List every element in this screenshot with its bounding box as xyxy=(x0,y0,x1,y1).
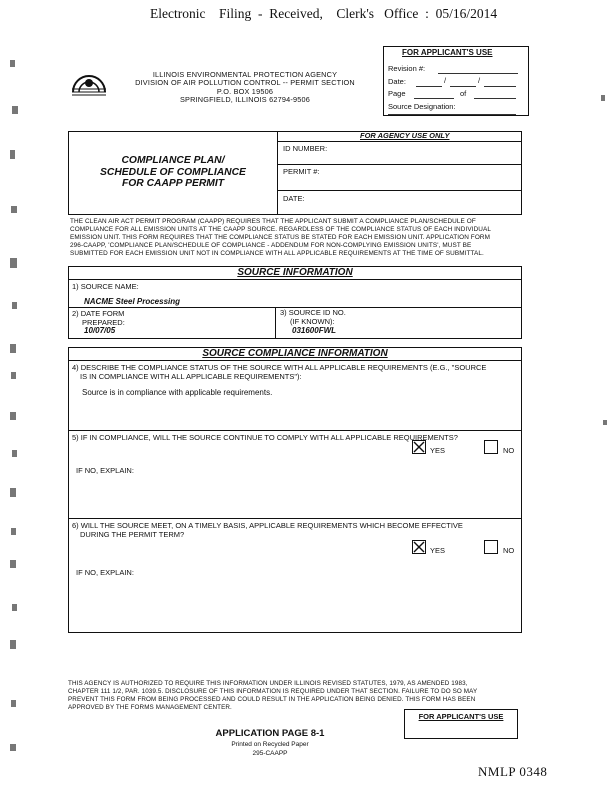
filing-stamp: Electronic Filing - Received, Clerk's Office : 05/16/2014 xyxy=(150,6,498,21)
date-prepared-label xyxy=(72,309,125,327)
intro-line-4: 296-CAAPP, 'COMPLIANCE PLAN/SCHEDULE OF COMPLIANCE - ADDENDUM FOR NON-COMPLYING EMISSION UNITS', MUST BE xyxy=(70,242,472,249)
question-6 xyxy=(72,521,518,539)
page-label: Page xyxy=(388,89,406,98)
source-designation-field[interactable] xyxy=(388,114,516,115)
source-id-label-1: 3) SOURCE ID NO. xyxy=(280,308,346,317)
epa-logo-icon xyxy=(70,70,108,96)
agency-use-rule xyxy=(278,190,521,191)
date-prepared-label-2: PREPARED: xyxy=(82,318,125,327)
q6-yes-label: YES xyxy=(430,546,446,555)
source-id-label-2: (IF KNOWN): xyxy=(290,317,335,326)
intro-line-1: THE CLEAN AIR ACT PERMIT PROGRAM (CAAPP) REQUIRES THAT THE APPLICANT SUBMIT A COMPLIANCE PLAN/SCHEDULE OF xyxy=(70,218,476,225)
intro-line-5: SUBMITTED FOR EACH EMISSION UNIT NOT IN COMPLIANCE WITH ALL APPLICABLE REQUIREMENTS AT THE TIME OF SUBMITTAL. xyxy=(70,250,484,257)
agency-division: DIVISION OF AIR POLLUTION CONTROL -- PERMIT SECTION xyxy=(135,78,355,88)
section-divider xyxy=(275,307,276,339)
form-title-line-2: SCHEDULE OF COMPLIANCE xyxy=(100,166,246,178)
footer-applicant-use-box xyxy=(404,709,518,739)
date-field-month[interactable] xyxy=(416,86,442,87)
page-of-label: of xyxy=(460,89,467,98)
date-prepared-label-1: 2) DATE FORM xyxy=(72,309,125,318)
question-4-line-2: IS IN COMPLIANCE WITH ALL APPLICABLE REQUIREMENTS"): xyxy=(80,372,302,381)
source-id-label xyxy=(280,308,346,326)
agency-logo xyxy=(70,70,108,96)
recycled-paper-note: Printed on Recycled Paper xyxy=(231,741,309,748)
agency-use-title: FOR AGENCY USE ONLY xyxy=(360,131,450,140)
legal-line-2: CHAPTER 111 1/2, PAR. 1039.5. DISCLOSURE OF THIS INFORMATION IS REQUIRED UNDER THAT SECTION. FAILURE TO DO SO MAY xyxy=(68,688,478,695)
q6-no-checkbox[interactable] xyxy=(484,540,498,554)
source-info-header: SOURCE INFORMATION xyxy=(237,267,353,278)
q5-yes-checkbox[interactable] xyxy=(412,440,426,454)
question-6-line-2: DURING THE PERMIT TERM? xyxy=(80,530,185,539)
form-title xyxy=(70,155,276,190)
question-6-line-1: 6) WILL THE SOURCE MEET, ON A TIMELY BASIS, APPLICABLE REQUIREMENTS WHICH BECOME EFFECTIVE xyxy=(72,521,463,530)
revision-label: Revision #: xyxy=(388,64,426,73)
legal-line-1: THIS AGENCY IS AUTHORIZED TO REQUIRE THIS INFORMATION UNDER ILLINOIS REVISED STATUTES, 1979, AS AMENDED 1983, xyxy=(68,680,468,687)
q6-explain-label: IF NO, EXPLAIN: xyxy=(76,568,134,577)
bates-number: NMLP 0348 xyxy=(478,764,548,779)
form-title-line-3: FOR CAAPP PERMIT xyxy=(121,178,225,189)
applicant-use-box xyxy=(383,46,529,116)
date-label: Date: xyxy=(388,77,406,86)
intro-line-3: EMISSION UNIT. THIS FORM REQUIRES THAT THE COMPLIANCE STATUS BE STATED FOR EACH EMISSION UNIT. APPLICATION FORM xyxy=(70,234,491,241)
agency-city: SPRINGFIELD, ILLINOIS 62794-9506 xyxy=(179,95,311,105)
q5-yes-label: YES xyxy=(430,446,446,455)
page-total-field[interactable] xyxy=(474,98,516,99)
legal-notice xyxy=(68,680,538,712)
permit-number-label: PERMIT #: xyxy=(283,167,320,176)
section-rule xyxy=(68,279,522,280)
intro-paragraph xyxy=(70,218,530,258)
date-slash: / xyxy=(444,76,447,85)
section-rule xyxy=(68,430,522,431)
agency-use-rule xyxy=(278,141,521,142)
agency-date-label: DATE: xyxy=(283,194,305,203)
source-name-label: 1) SOURCE NAME: xyxy=(72,282,139,291)
question-4-line-1: 4) DESCRIBE THE COMPLIANCE STATUS OF THE SOURCE WITH ALL APPLICABLE REQUIREMENTS (E.G., "SOURCE xyxy=(72,363,487,372)
date-field-year[interactable] xyxy=(484,86,516,87)
section-rule xyxy=(68,360,522,361)
intro-line-2: COMPLIANCE FOR ALL EMISSION UNITS AT THE CAAPP SOURCE. REGARDLESS OF THE COMPLIANCE STATUS OF EACH INDIVIDUAL xyxy=(70,226,492,233)
id-number-label: ID NUMBER: xyxy=(283,144,328,153)
page-field[interactable] xyxy=(414,98,454,99)
legal-line-4: APPROVED BY THE FORMS MANAGEMENT CENTER. xyxy=(68,704,232,711)
agency-address xyxy=(108,71,382,105)
question-4-answer[interactable]: Source is in compliance with applicable requirements. xyxy=(82,388,273,397)
title-divider xyxy=(277,131,278,215)
form-number: 295-CAAPP xyxy=(252,750,288,757)
footer-applicant-use-title: FOR APPLICANT'S USE xyxy=(418,712,504,721)
date-slash: / xyxy=(478,76,481,85)
q6-yes-checkbox[interactable] xyxy=(412,540,426,554)
q5-no-checkbox[interactable] xyxy=(484,440,498,454)
section-rule xyxy=(68,518,522,519)
application-page-label: APPLICATION PAGE 8-1 xyxy=(215,728,325,739)
date-field-day[interactable] xyxy=(450,86,476,87)
agency-use-rule xyxy=(278,164,521,165)
form-title-line-1: COMPLIANCE PLAN/ xyxy=(121,155,225,166)
q5-no-label: NO xyxy=(503,446,515,455)
applicant-use-title: FOR APPLICANT'S USE xyxy=(402,48,493,57)
source-name-value[interactable]: NACME Steel Processing xyxy=(84,297,181,306)
checkmark-x-icon xyxy=(413,541,425,553)
question-4 xyxy=(72,363,518,381)
q6-no-label: NO xyxy=(503,546,515,555)
revision-field[interactable] xyxy=(438,73,518,74)
source-id-value[interactable]: 031600FWL xyxy=(292,326,337,335)
agency-po-box: P.O. BOX 19506 xyxy=(216,86,274,96)
date-prepared-value[interactable]: 10/07/05 xyxy=(84,326,116,335)
q5-explain-label: IF NO, EXPLAIN: xyxy=(76,466,134,475)
source-designation-label: Source Designation: xyxy=(388,102,456,111)
legal-line-3: PREVENT THIS FORM FROM BEING PROCESSED AND COULD RESULT IN THE APPLICATION BEING DENIED. THIS FORM HAS BEEN xyxy=(68,696,476,703)
compliance-header: SOURCE COMPLIANCE INFORMATION xyxy=(202,348,388,359)
agency-name: ILLINOIS ENVIRONMENTAL PROTECTION AGENCY xyxy=(152,70,338,79)
checkmark-x-icon xyxy=(413,441,425,453)
question-5: 5) IF IN COMPLIANCE, WILL THE SOURCE CONTINUE TO COMPLY WITH ALL APPLICABLE REQUIREMENTS? xyxy=(72,433,458,442)
